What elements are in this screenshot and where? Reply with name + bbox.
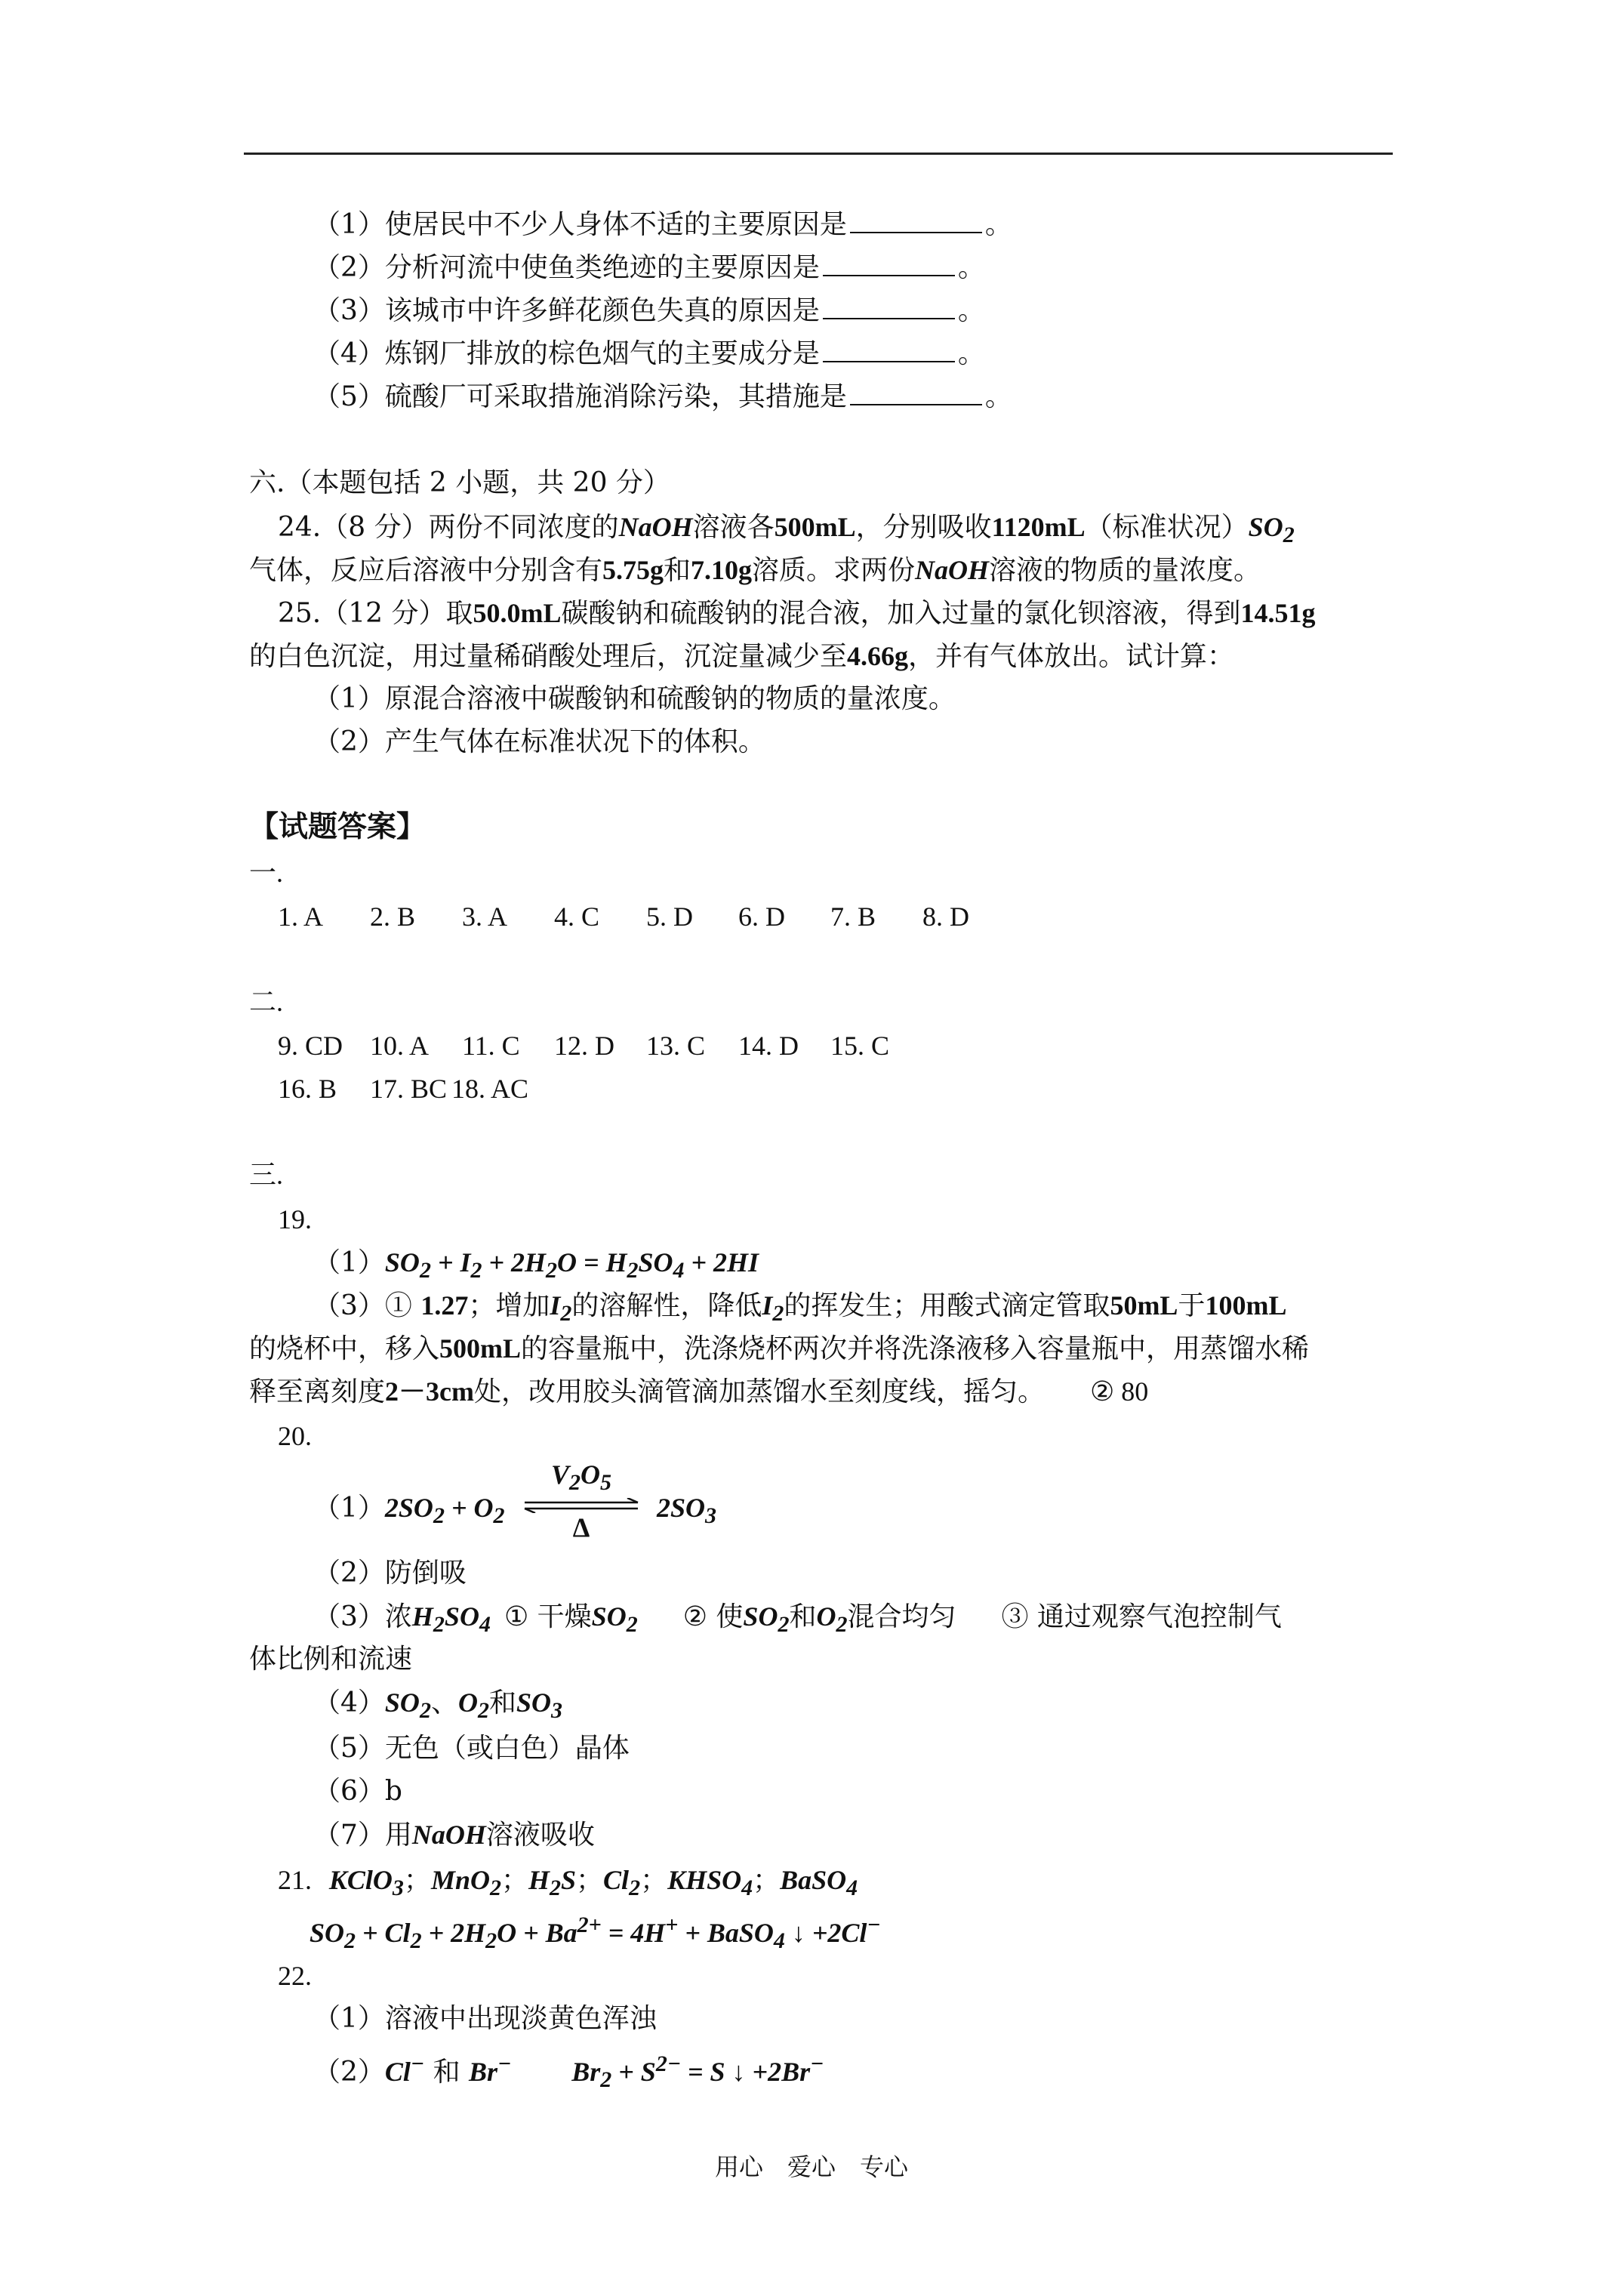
answer-item: 17. BC [370, 1074, 448, 1104]
equilibrium-arrows [517, 1498, 645, 1513]
answer-item: 14. D [738, 1031, 799, 1061]
answer-blank[interactable] [850, 381, 982, 405]
q23-item-5: （5）硫酸厂可采取措施消除污染，其措施是 。 [313, 381, 1012, 412]
answer-item: 15. C [830, 1031, 890, 1061]
page-footer [0, 2148, 1623, 2183]
q20-s2: （2）防倒吸 [313, 1558, 467, 1589]
q23-item-4: （4）炼钢厂排放的棕色烟气的主要成分是 。 [313, 338, 985, 369]
q24-line2: 气体，反应后溶液中分别含有5.75g和7.10g溶质。求两份NaOH溶液的物质的量浓度。 [249, 555, 1261, 586]
answer-item: 2. B [370, 901, 416, 932]
q25-line2: 的白色沉淀，用过量稀硝酸处理后，沉淀量减少至4.66g，并有气体放出。试计算： [249, 641, 1235, 672]
q22-s2: （2）Cl− 和 Br− $Br_2 + S^{2-} = S$ ↓ +2Br− [313, 2051, 824, 2093]
part2-answers-row2 [278, 1072, 528, 1105]
q21-line1: 21. KClO$_3$；MnO$_2$；$H_2S$；$Cl_2$；$KHSO_4$；BaSO$_4$ [278, 1865, 858, 1901]
answer-item: 6. D [738, 901, 785, 932]
part1-label: 一. [249, 858, 284, 888]
answer-blank[interactable] [823, 252, 955, 276]
q25-sub2: （2）产生气体在标准状况下的体积。 [313, 726, 765, 757]
answer-item: 7. B [830, 901, 876, 932]
q22-number: 22. [278, 1961, 312, 1991]
part1-answers [278, 900, 1015, 933]
q19-s3-line3: 释至离刻度2－3cm处，改用胶头滴管滴加蒸馏水至刻度线，摇匀。 ② 80 [249, 1376, 1149, 1407]
q23-item-2: （2）分析河流中使鱼类绝迹的主要原因是 。 [313, 252, 985, 283]
reversible-arrow-icon: $V_2O_5$ Δ [517, 1459, 645, 1542]
answer-item: 12. D [554, 1031, 614, 1061]
q25-line1: 25.（12 分）取50.0mL碳酸钠和硫酸钠的混合液，加入过量的氯化钡溶液，得到14.51g [278, 598, 1316, 629]
answer-item: 1. A [278, 901, 324, 932]
answers-title: 【试题答案】 [249, 809, 427, 844]
part2-label: 二. [249, 987, 284, 1017]
q24-line1: 24.（8 分）两份不同浓度的NaOH溶液各500mL，分别吸收1120mL（标准状况）$SO_2$ [278, 512, 1295, 548]
q22-s1: （1）溶液中出现淡黄色浑浊 [313, 2003, 657, 2034]
q19-s3-line2: 的烧杯中，移入500mL的容量瓶中，洗涤烧杯两次并将洗涤液移入容量瓶中，用蒸馏水稀 [249, 1333, 1310, 1364]
answer-item: 16. B [278, 1074, 337, 1104]
q20-s5: （5）无色（或白色）晶体 [313, 1733, 630, 1764]
answer-blank[interactable] [823, 295, 955, 319]
footer-word: 专心 [860, 2153, 909, 2181]
part3-label: 三. [249, 1160, 284, 1190]
answer-blank[interactable] [850, 209, 982, 233]
q20-number: 20. [278, 1421, 312, 1451]
answer-item: 11. C [462, 1031, 520, 1061]
answer-item: 8. D [922, 901, 969, 932]
q20-s4: $(4)SO_2$、$O_2$和$SO_3$ [313, 1687, 562, 1724]
footer-word: 爱心 [787, 2153, 836, 2181]
header-rule [244, 153, 1393, 155]
q20-s3-line2: 体比例和流速 [249, 1644, 413, 1675]
q20-s6: （6）b [313, 1776, 402, 1807]
answer-item: 9. CD [278, 1031, 343, 1061]
answer-item: 18. AC [451, 1074, 529, 1104]
answer-item: 10. A [370, 1031, 430, 1061]
q19-s3-line1: （3）① 1.27；增加$I_2$的溶解性，降低$I_2$的挥发生；用酸式滴定管取50mL于100mL [313, 1290, 1287, 1327]
q25-sub1: （1）原混合溶液中碳酸钠和硫酸钠的物质的量浓度。 [313, 683, 956, 714]
answer-item: 3. A [462, 901, 508, 932]
section6-heading: 六.（本题包括 2 小题，共 20 分） [249, 467, 670, 498]
answer-blank[interactable] [823, 338, 955, 362]
part2-answers-row1 [278, 1029, 922, 1062]
q23-item-3: （3）该城市中许多鲜花颜色失真的原因是 。 [313, 295, 985, 326]
q19-eq1: $(1)SO_2 + I_2 + 2H_2O = H_2SO_4 + 2HI$ [313, 1247, 759, 1284]
q21-eq: $SO_2 + Cl_2 + 2H_2O + Ba^{2+} = 4H^+$ + BaSO$_4$ ↓ +2Cl− [310, 1912, 881, 1954]
q19-number: 19. [278, 1204, 312, 1234]
q20-s7: （7）用NaOH溶液吸收 [313, 1820, 595, 1851]
answer-item: 4. C [554, 901, 600, 932]
q20-eq1: $(1)2SO_2 + O_2$ [313, 1493, 505, 1529]
q23-item-1: （1）使居民中不少人身体不适的主要原因是 。 [313, 209, 1012, 240]
q20-s3-line1: （3）浓$H_2SO_4$ ① 干燥$SO_2$ ② 使$SO_2$和$O_2$混合均匀 ③ 通过观察气泡控制气 [313, 1601, 1282, 1638]
answer-item: 5. D [646, 901, 693, 932]
footer-word: 用心 [714, 2153, 763, 2181]
answer-item: 13. C [646, 1031, 706, 1061]
q20-eq1-product: $2SO_3$ [657, 1493, 717, 1529]
